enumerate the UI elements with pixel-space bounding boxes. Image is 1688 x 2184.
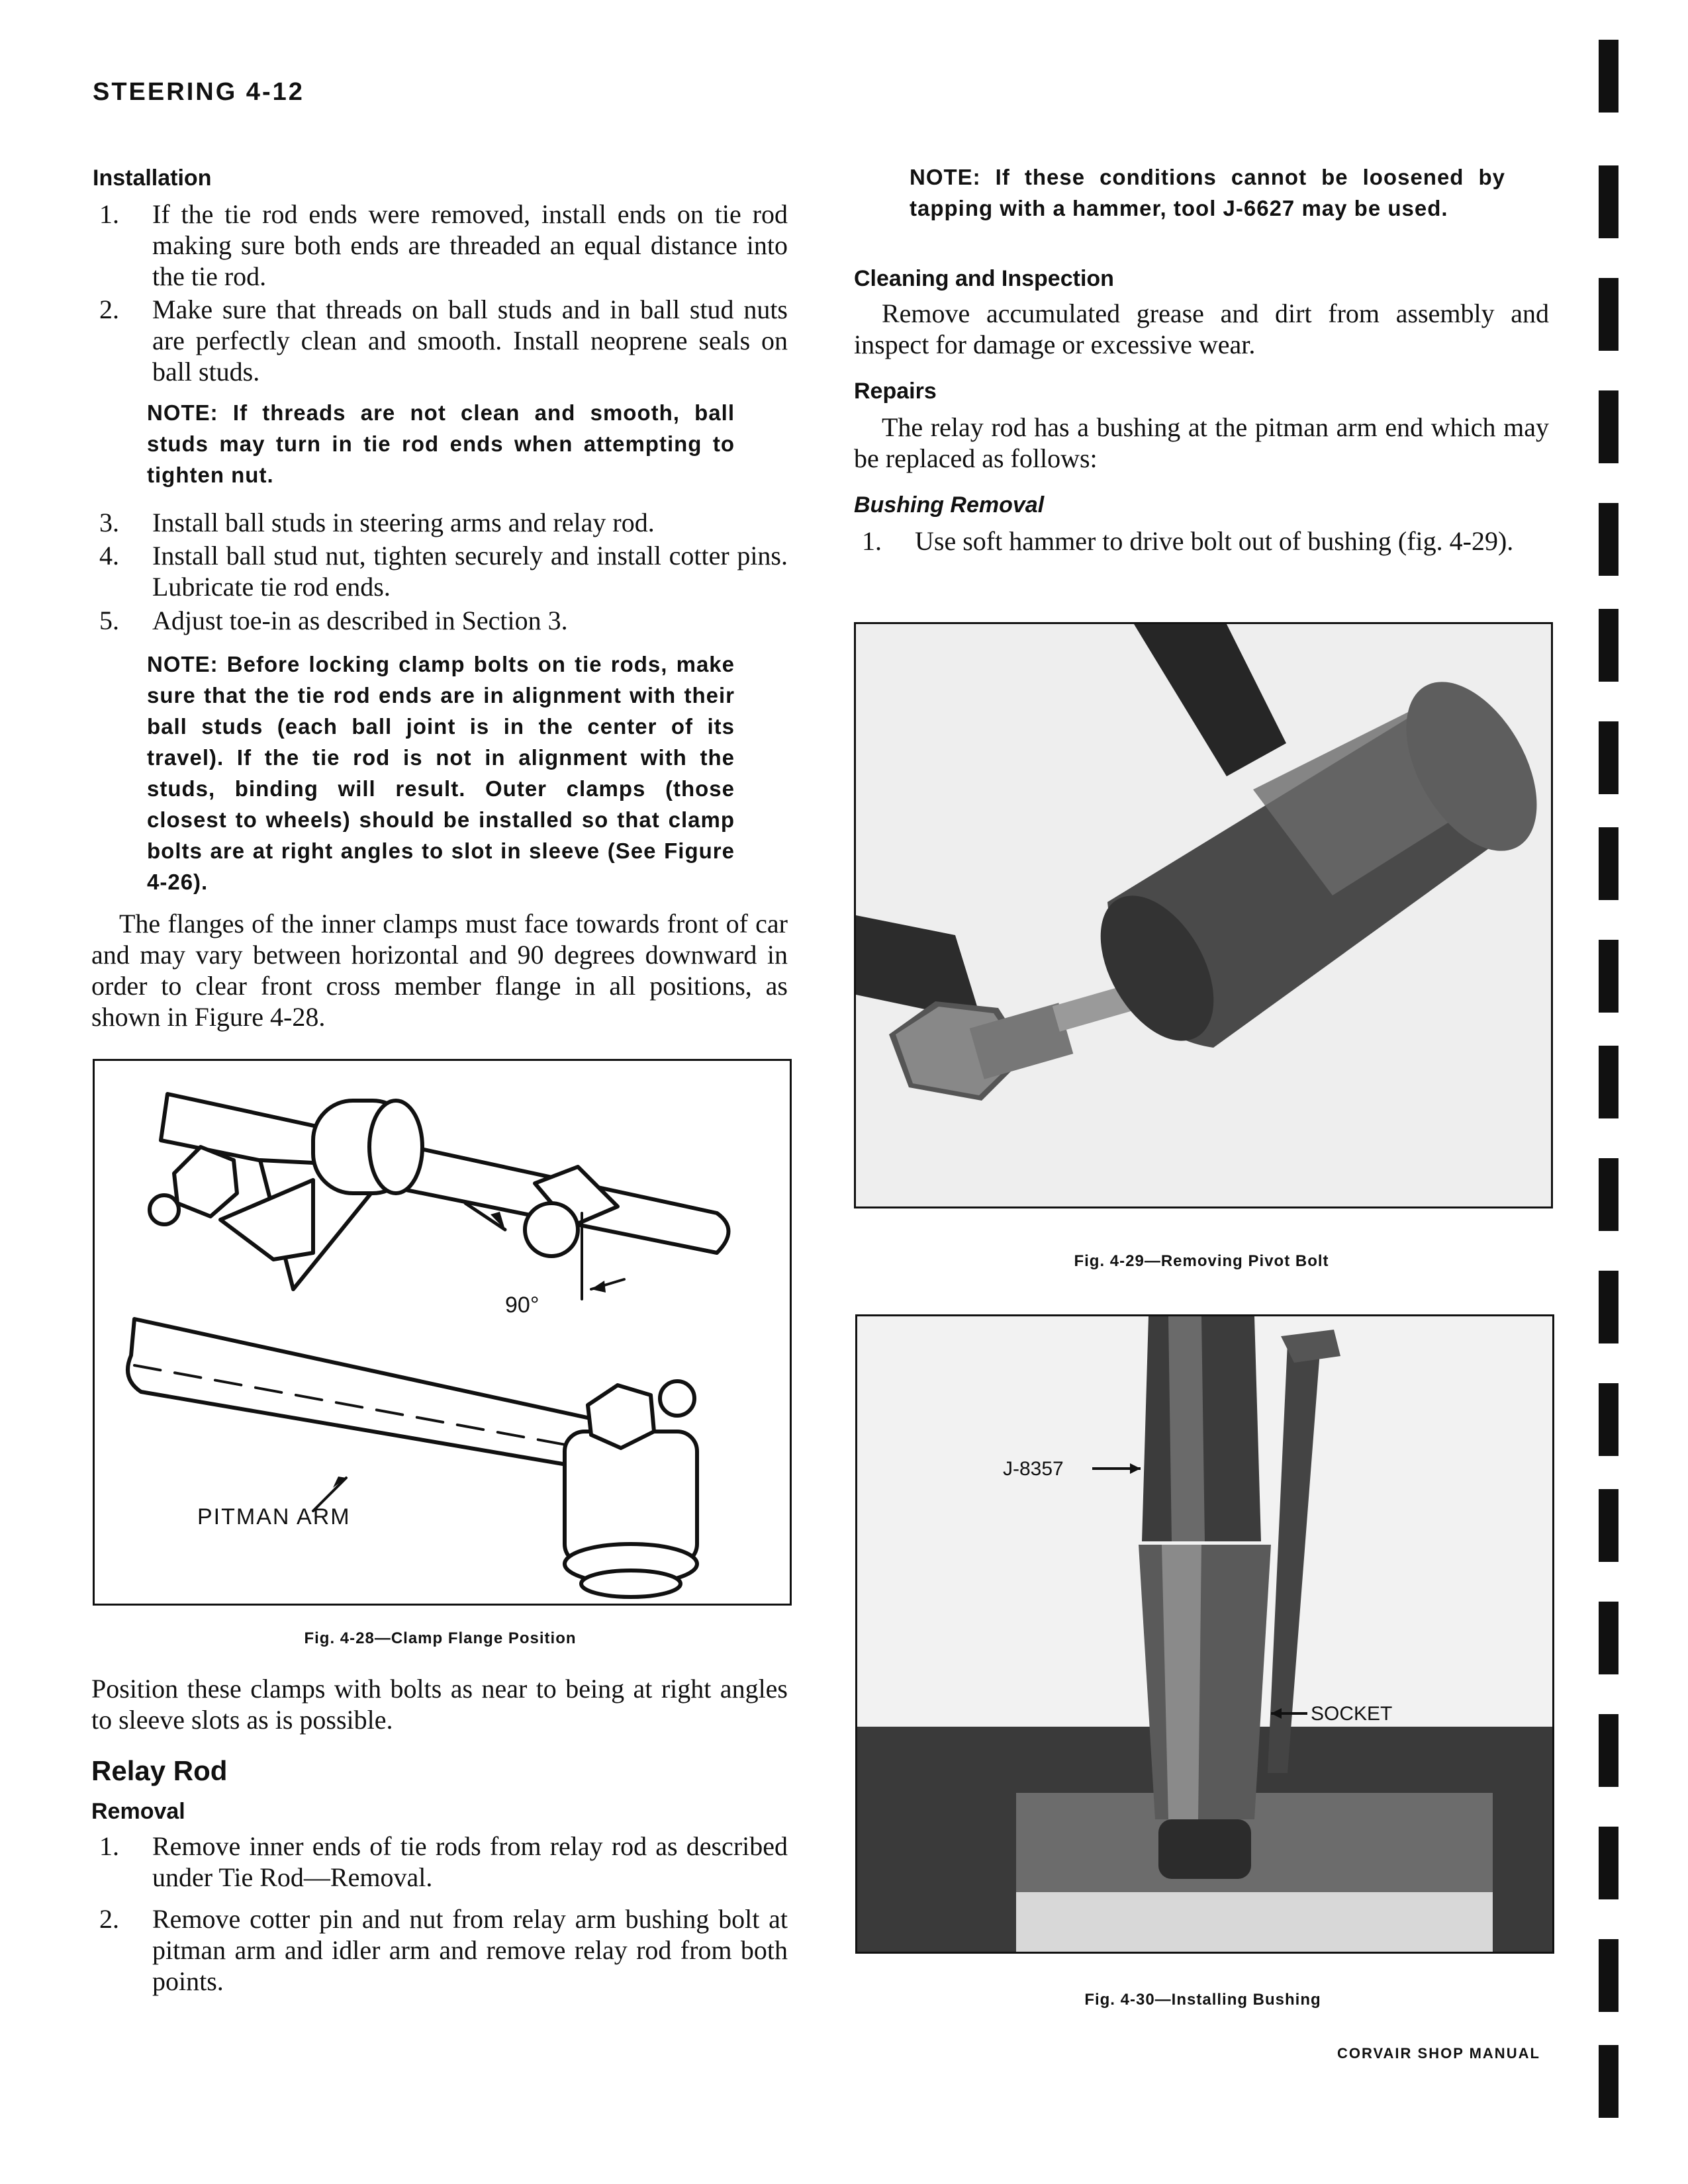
step-number: 4. — [99, 541, 119, 570]
repairs-heading: Repairs — [854, 379, 937, 404]
binding-mark — [1599, 40, 1618, 113]
pitman-arm-label: PITMAN ARM — [197, 1504, 351, 1529]
installation-heading: Installation — [93, 165, 212, 191]
step-number: 1. — [99, 1831, 119, 1861]
binding-mark — [1599, 1602, 1618, 1674]
binding-mark — [1599, 2045, 1618, 2118]
cleaning-heading: Cleaning and Inspection — [854, 266, 1114, 291]
binding-mark — [1599, 827, 1618, 900]
page-header: STEERING 4-12 — [93, 78, 305, 106]
step-text: Remove cotter pin and nut from relay arm bushing bolt at pitman arm and idler arm and remove relay rod from both points. — [152, 1904, 788, 1996]
note-clamp-bolts: NOTE: Before locking clamp bolts on tie rods, make sure that the tie rod ends are in alignment with their ball studs (each ball joint is in the center of its travel). If the tie rod is not in alignment with the studs, binding will result. Outer clamps (those closest to wheels) should be installed so that clamp bolts are at right angles to slot in sleeve (See Figure 4-26). — [147, 652, 735, 894]
angle-label: 90° — [505, 1293, 539, 1318]
socket-label: SOCKET — [1311, 1703, 1393, 1725]
figure-4-29 — [854, 622, 1553, 1208]
binding-mark — [1599, 278, 1618, 351]
bushing-removal-heading: Bushing Removal — [854, 492, 1045, 518]
bushing-step-1 — [862, 525, 1550, 592]
binding-mark — [1599, 721, 1618, 794]
removal-heading: Removal — [91, 1799, 185, 1824]
binding-mark — [1599, 1158, 1618, 1231]
binding-mark — [1599, 165, 1618, 238]
installing-bushing-photo — [857, 1316, 1552, 1952]
removing-pivot-bolt-photo — [856, 624, 1551, 1206]
install-step-1 — [99, 199, 788, 298]
binding-mark — [1599, 1489, 1618, 1562]
figure-4-28-caption: Fig. 4-28—Clamp Flange Position — [304, 1629, 577, 1647]
step-number: 1. — [99, 199, 119, 229]
step-number: 3. — [99, 508, 119, 537]
install-step-5 — [99, 605, 788, 638]
step-text: Adjust toe-in as described in Section 3. — [152, 606, 568, 635]
step-text: Make sure that threads on ball studs and in ball stud nuts are perfectly clean and smooth. Install neoprene seals on ball studs. — [152, 295, 788, 387]
binding-mark — [1599, 609, 1618, 682]
relay-rod-heading: Relay Rod — [91, 1755, 228, 1786]
step-number: 2. — [99, 295, 119, 324]
step-text: Use soft hammer to drive bolt out of bushing (fig. 4-29). — [915, 526, 1514, 556]
removal-step-2 — [99, 1903, 788, 2003]
install-step-3 — [99, 507, 788, 540]
figure-4-30 — [855, 1314, 1554, 1954]
install-step-2 — [99, 294, 788, 393]
figure-4-29-caption: Fig. 4-29—Removing Pivot Bolt — [1074, 1252, 1329, 1270]
binding-mark — [1599, 1714, 1618, 1787]
paragraph-flanges: The flanges of the inner clamps must face towards front of car and may vary between horizontal and 90 degrees downward in order to clear front cross member flange in all positions, as shown in Figure 4-28. — [91, 909, 788, 1032]
note-loosened: NOTE: If these conditions cannot be loosened by tapping with a hammer, tool J-6627 may be used. — [910, 165, 1505, 220]
page-footer: CORVAIR SHOP MANUAL — [1337, 2045, 1540, 2062]
removal-step-1 — [99, 1831, 788, 1897]
step-number: 5. — [99, 606, 119, 635]
binding-mark — [1599, 503, 1618, 576]
binding-mark — [1599, 1271, 1618, 1343]
binding-mark — [1599, 1827, 1618, 1899]
step-text: If the tie rod ends were removed, install ends on tie rod making sure both ends are threaded an equal distance into the tie rod. — [152, 199, 788, 291]
binding-mark — [1599, 1046, 1618, 1118]
binding-mark — [1599, 1383, 1618, 1456]
paragraph-position-clamps: Position these clamps with bolts as near to being at right angles to sleeve slots as is possible. — [91, 1674, 788, 1735]
repairs-text: The relay rod has a bushing at the pitman arm end which may be replaced as follows: — [854, 412, 1549, 473]
install-step-4 — [99, 540, 788, 606]
note-threads: NOTE: If threads are not clean and smooth, ball studs may turn in tie rod ends when attempting to tighten nut. — [147, 400, 735, 487]
binding-mark — [1599, 390, 1618, 463]
step-number: 2. — [99, 1904, 119, 1934]
step-number: 1. — [862, 526, 882, 556]
figure-4-30-caption: Fig. 4-30—Installing Bushing — [1084, 1991, 1321, 2009]
binding-mark — [1599, 940, 1618, 1013]
clamp-flange-drawing — [95, 1061, 790, 1604]
cleaning-text: Remove accumulated grease and dirt from assembly and inspect for damage or excessive wear. — [854, 298, 1549, 359]
step-text: Install ball stud nut, tighten securely and install cotter pins. Lubricate tie rod ends. — [152, 541, 788, 602]
figure-4-28 — [93, 1059, 792, 1606]
step-text: Remove inner ends of tie rods from relay rod as described under Tie Rod—Removal. — [152, 1831, 788, 1892]
step-text: Install ball studs in steering arms and relay rod. — [152, 508, 655, 537]
tool-label: J-8357 — [1003, 1458, 1064, 1480]
binding-mark — [1599, 1939, 1618, 2012]
